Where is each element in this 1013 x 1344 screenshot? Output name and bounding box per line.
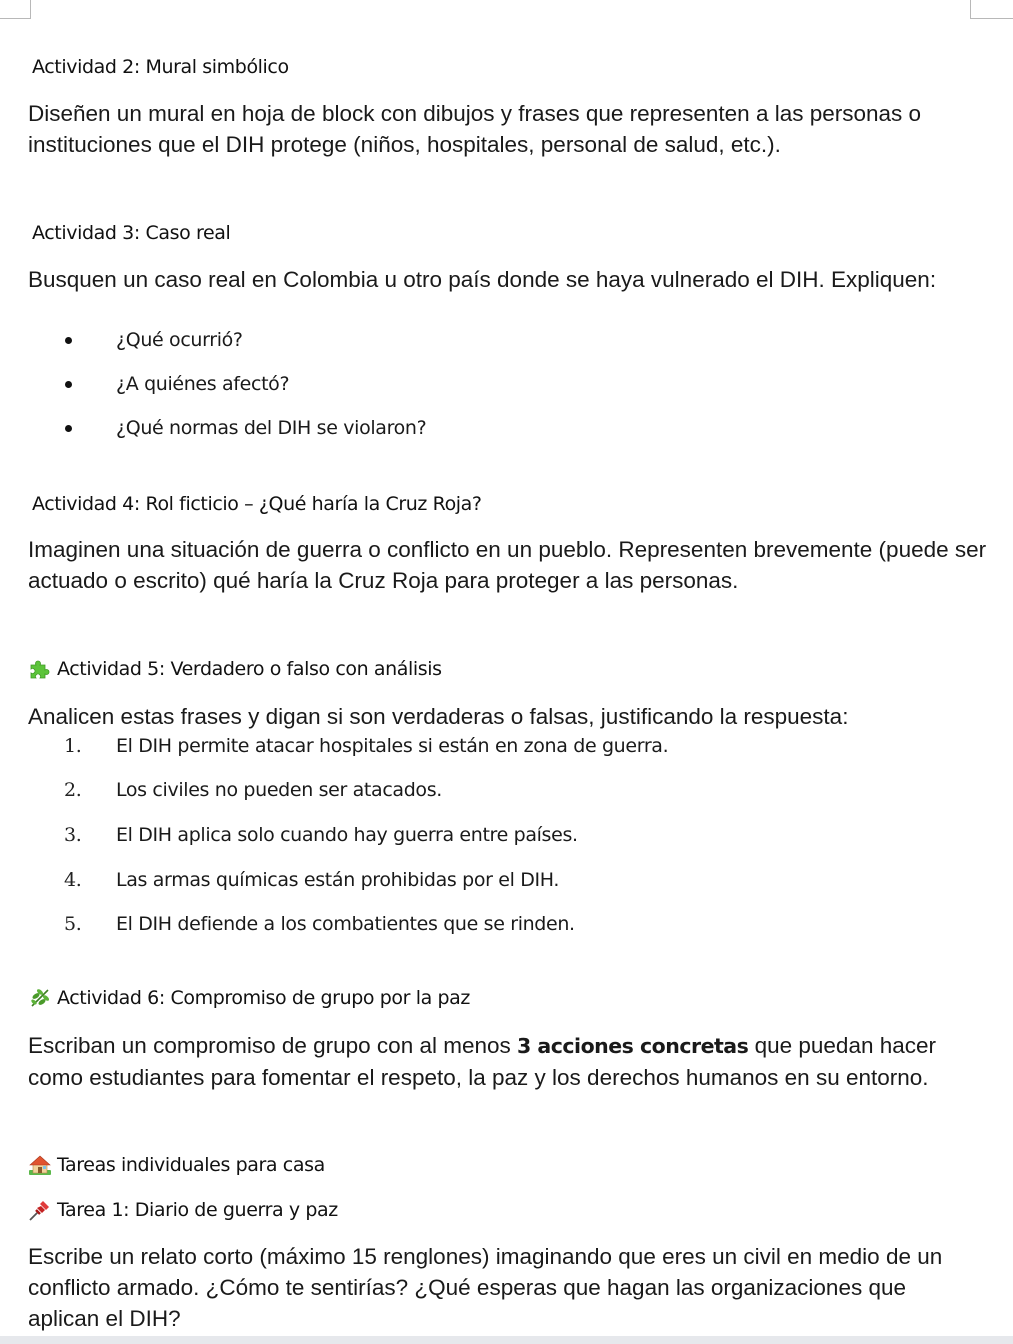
homework-heading-text: Tareas individuales para casa: [57, 1154, 325, 1176]
activity-2-heading-text: Actividad 2: Mural simbólico: [32, 56, 289, 78]
task-1-heading-text: Tarea 1: Diario de guerra y paz: [57, 1199, 338, 1221]
bullet-text: ¿Qué ocurrió?: [116, 329, 243, 351]
activity-4-heading: [32, 491, 1013, 517]
activity-2-heading: [32, 54, 1013, 80]
house-garden-icon: [28, 1153, 52, 1177]
activity-6-heading: [28, 985, 1013, 1011]
list-item-text: Las armas químicas están prohibidas por el DIH.: [116, 869, 560, 891]
activity-6-heading-text: Actividad 6: Compromiso de grupo por la paz: [57, 987, 470, 1009]
activity-6-section: [28, 1030, 1013, 1093]
activity-3-heading-text: Actividad 3: Caso real: [32, 222, 231, 244]
activity-4-body: Imaginen una situación de guerra o conflicto en un pueblo. Representen brevemente (puede ser actuado o escrito) qué haría la Cruz Roja para proteger a las personas.: [28, 537, 987, 593]
task-1-heading: [28, 1197, 1013, 1223]
activity-4-heading-text: Actividad 4: Rol ficticio – ¿Qué haría la Cruz Roja?: [32, 493, 482, 515]
herb-leaves-icon: [28, 986, 52, 1010]
bullet-text: ¿Qué normas del DIH se violaron?: [116, 417, 427, 439]
bullet-icon: [65, 381, 72, 388]
list-number: 1.: [64, 735, 82, 757]
task-1-section: [28, 1241, 1013, 1334]
list-number: 3.: [64, 824, 82, 846]
bullet-icon: [65, 337, 72, 344]
activity-6-body-bold: 3 acciones concretas: [517, 1034, 749, 1058]
activity-3-section: [28, 264, 1013, 295]
homework-heading: [28, 1152, 1013, 1178]
list-number: 4.: [64, 869, 82, 891]
activity-3-body: Busquen un caso real en Colombia u otro país donde se haya vulnerado el DIH. Expliquen:: [28, 267, 937, 292]
activity-3-heading: [32, 220, 1013, 246]
list-number: 2.: [64, 779, 82, 801]
activity-6-body-start: Escriban un compromiso de grupo con al menos: [28, 1033, 518, 1058]
page-bottom-edge: [0, 1336, 1013, 1344]
page-corner-mark-right: [970, 0, 1013, 19]
page-corner-mark-left: [0, 0, 31, 19]
activity-5-heading-text: Actividad 5: Verdadero o falso con análisis: [57, 658, 442, 680]
puzzle-piece-icon: [28, 657, 52, 681]
activity-2-body: Diseñen un mural en hoja de block con dibujos y frases que representen a las personas o instituciones que el DIH protege (niños, hospitales, personal de salud, etc.).: [28, 101, 922, 157]
activity-5-body: Analicen estas frases y digan si son verdaderas o falsas, justificando la respuesta:: [28, 704, 849, 729]
activity-6-body-end: que puedan hacer como estudiantes para fomentar el respeto, la paz y los derechos humanos en su entorno.: [28, 1033, 937, 1090]
task-1-body: Escribe un relato corto (máximo 15 renglones) imaginando que eres un civil en medio de un conflicto armado. ¿Cómo te sentirías? ¿Qué esperas que hagan las organizaciones que aplican el DIH?: [28, 1244, 943, 1331]
activity-6-body: [28, 1030, 988, 1093]
list-item-text: Los civiles no pueden ser atacados.: [116, 779, 442, 801]
pushpin-icon: [28, 1198, 52, 1222]
activity-5-heading: [28, 656, 1013, 682]
list-item-text: El DIH defiende a los combatientes que se rinden.: [116, 913, 575, 935]
bullet-icon: [65, 425, 72, 432]
activity-4-section: [28, 534, 1013, 596]
bullet-text: ¿A quiénes afectó?: [116, 373, 290, 395]
list-item-text: El DIH permite atacar hospitales si están en zona de guerra.: [116, 735, 669, 757]
activity-2-section: [28, 98, 1013, 160]
list-number: 5.: [64, 913, 82, 935]
list-item-text: El DIH aplica solo cuando hay guerra entre países.: [116, 824, 578, 846]
activity-5-section: [28, 701, 1013, 732]
